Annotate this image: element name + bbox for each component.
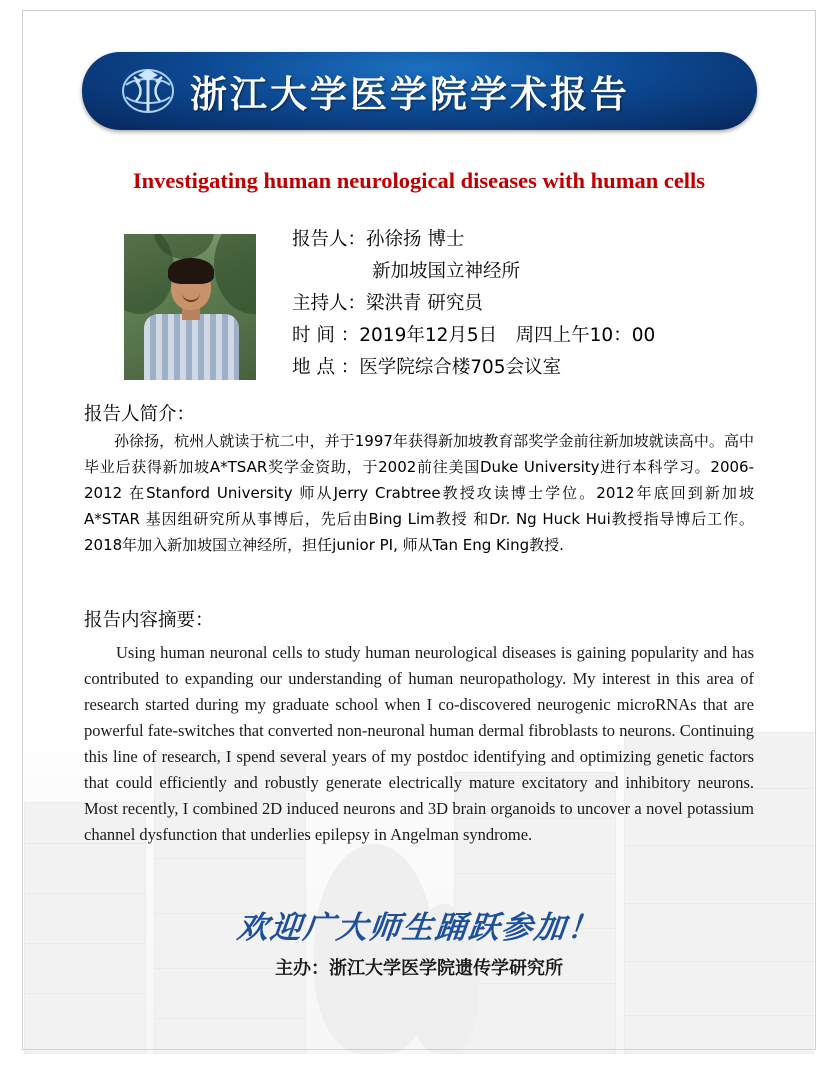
bio-heading: 报告人简介： (84, 404, 196, 425)
place-row (292, 352, 655, 384)
host-name: 梁洪青 研究员 (366, 293, 483, 314)
speaker-affiliation-row (292, 256, 655, 288)
event-details (292, 224, 655, 384)
host-row (292, 288, 655, 320)
organizer-line: 主办：浙江大学医学院遗传学研究所 (275, 958, 563, 979)
banner-title: 浙江大学医学院学术报告 (190, 73, 630, 116)
place-value: 医学院综合楼705会议室 (359, 357, 562, 378)
speaker-label: 报告人： (292, 229, 367, 250)
abstract-heading: 报告内容摘要： (84, 610, 214, 631)
time-label: 时 间 ： (292, 325, 360, 346)
abstract-paragraph: Using human neuronal cells to study human neurological diseases is gaining popularity and has contributed to expanding our understanding of human neuropathology. My interest in this area of research started during my graduate school when I co-discovered neurogenic microRNAs that are powerful fate-switches that converted non-neuronal human dermal fibroblasts to neurons. Continuing this line of research, I spend several years of my postdoc identifying and optimizing genetic factors that could efficiently and robustly generate electrically mature excitatory and inhibitory neurons. Most recently, I combined 2D induced neurons and 3D brain organoids to uncover a novel potassium channel dysfunction that underlies epilepsy in Angelman syndrome. (84, 643, 754, 844)
bio-paragraph: 孙徐扬，杭州人就读于杭二中，并于1997年获得新加坡教育部奖学金前往新加坡就读高中。高中毕业后获得新加坡A*TSAR奖学金资助，于2002前往美国Duke University进行本科学习。2006-2012 在Stanford University 师从Jerry Crabtree教授攻读博士学位。2012年底回到新加坡A*STAR 基因组研究所从事博后，先后由Bing Lim教授 和Dr. Ng Huck Hui教授指导博后工作。 2018年加入新加坡国立神经所，担任junior PI, 师从Tan Eng King教授. (84, 432, 754, 554)
place-label: 地 点 ： (292, 357, 360, 378)
speaker-affiliation: 新加坡国立神经所 (372, 261, 521, 282)
speaker-name: 孙徐扬 博士 (366, 229, 465, 250)
host-label: 主持人： (292, 293, 367, 314)
time-row (292, 320, 655, 352)
caduceus-medical-logo-icon (120, 63, 176, 119)
header-banner (82, 52, 757, 130)
time-value: 2019年12月5日 周四上午10：00 (359, 325, 656, 346)
speaker-portrait-photo (124, 234, 256, 380)
speaker-row (292, 224, 655, 256)
welcome-line: 欢迎广大师生踊跃参加！ (235, 910, 603, 946)
page-title: Investigating human neurological diseases with human cells (132, 168, 706, 193)
